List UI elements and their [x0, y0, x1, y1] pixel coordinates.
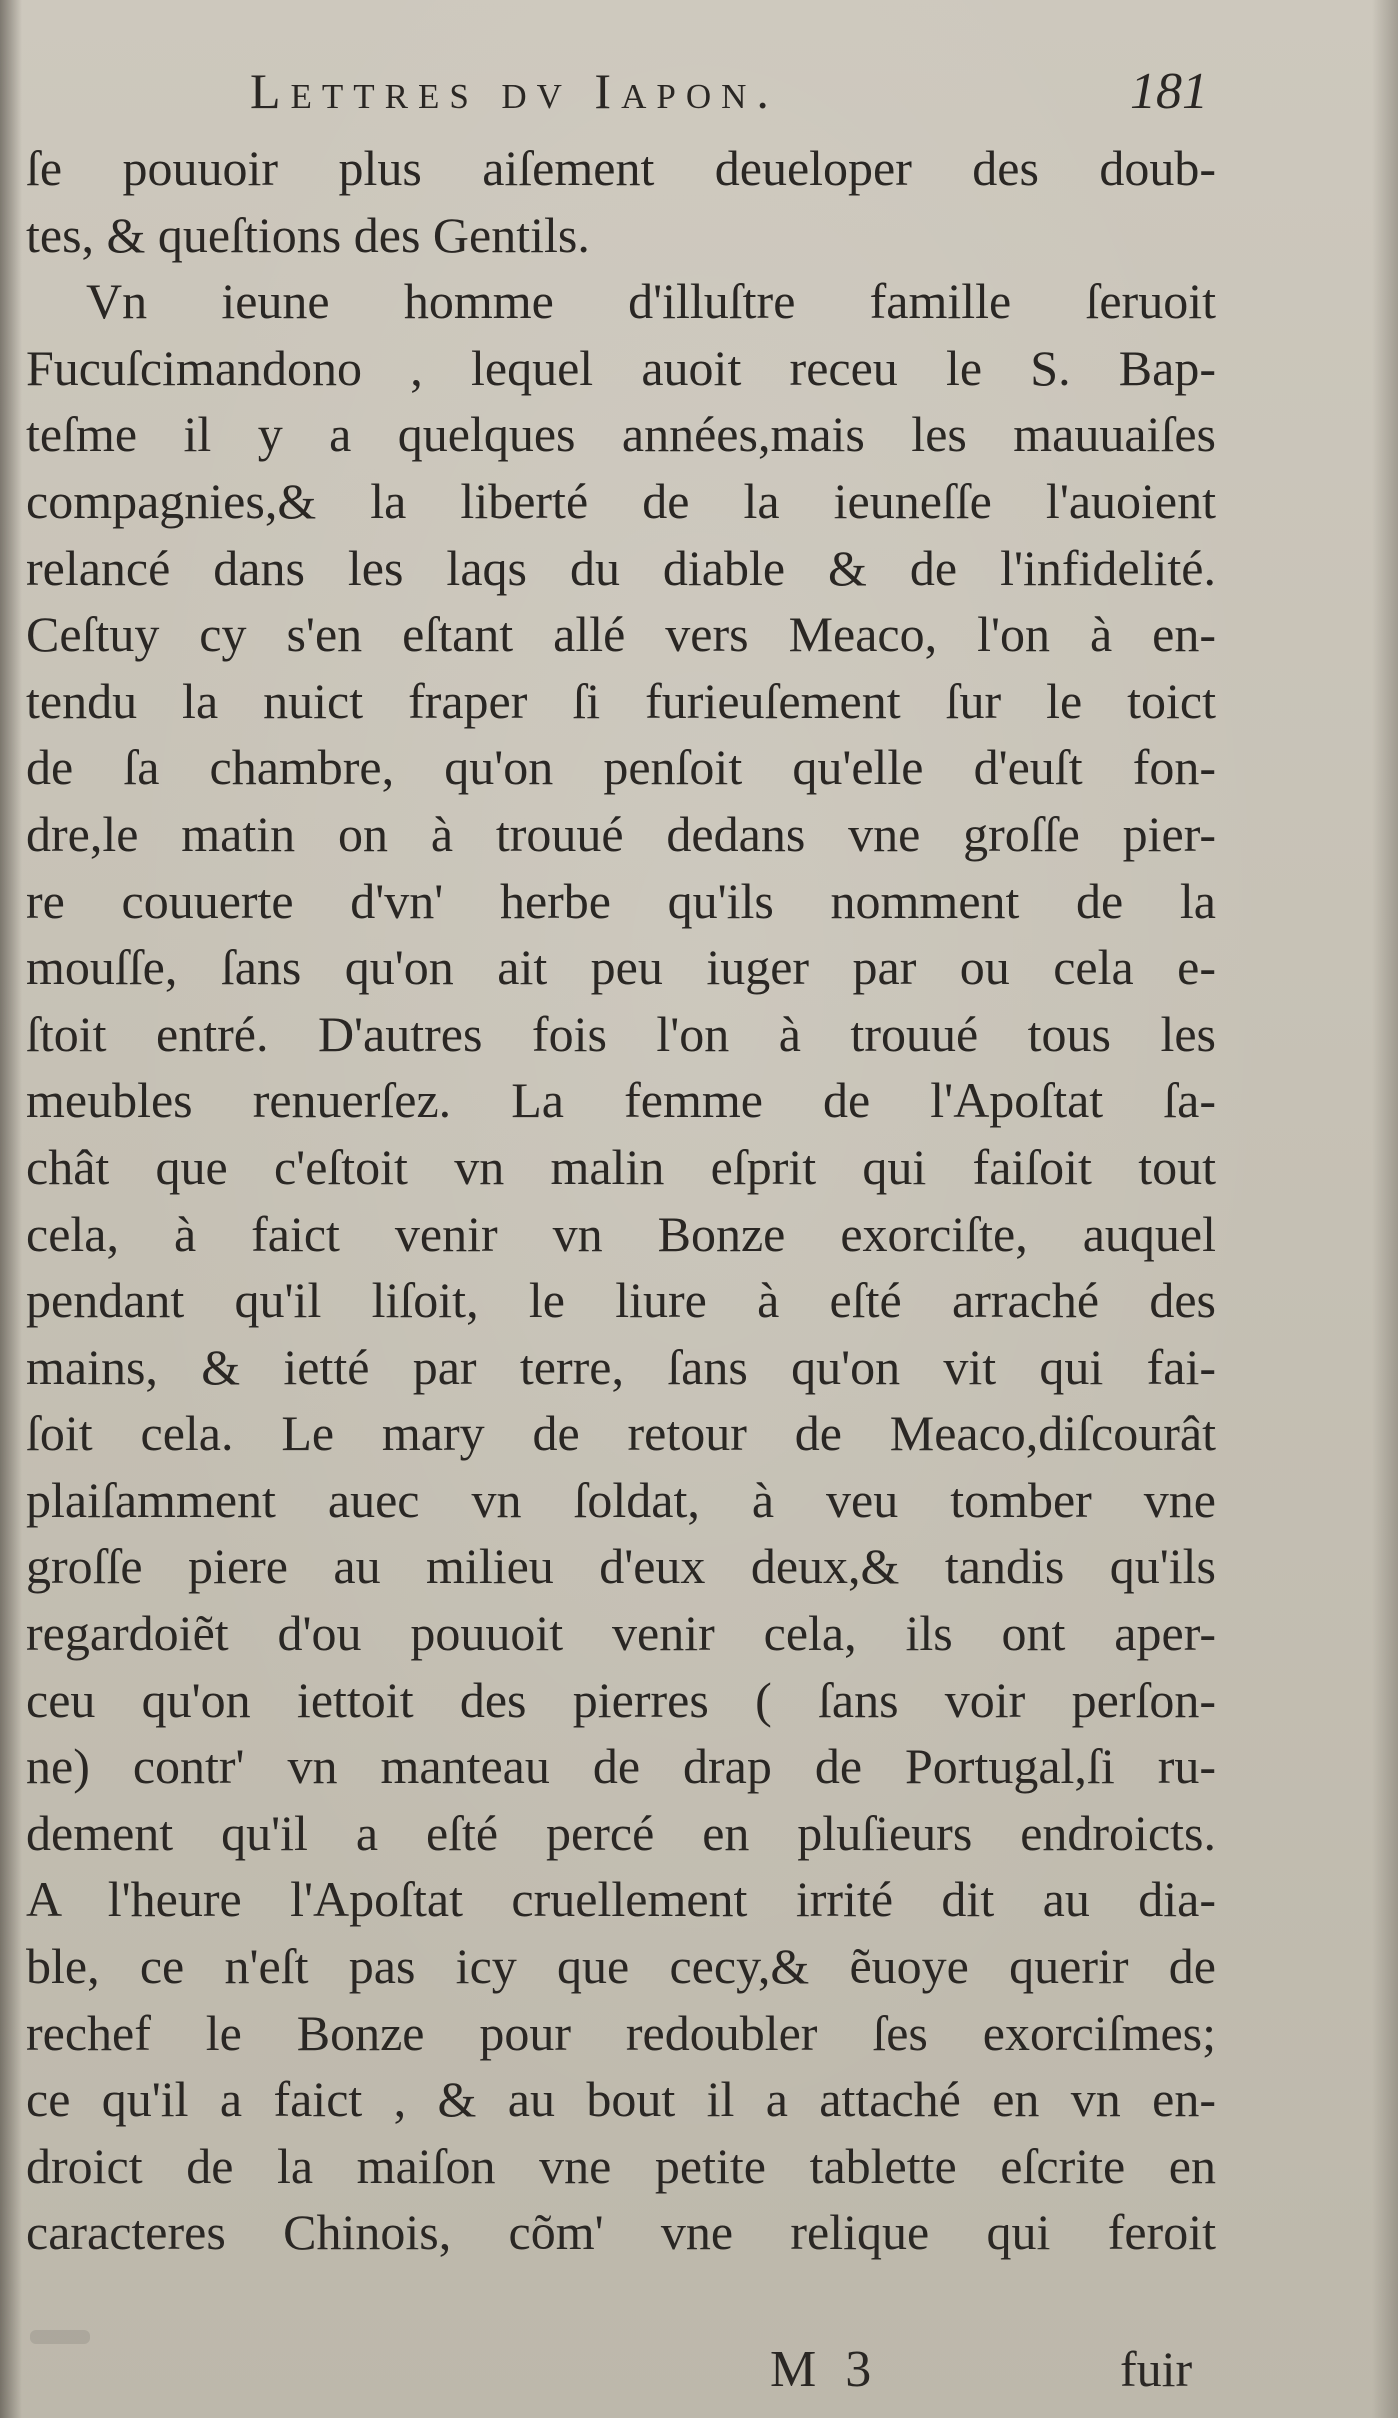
catchword: fuir: [1120, 2341, 1193, 2397]
text-line: dre,le matin on à trouué dedans vne groſſe pier-: [26, 805, 1216, 862]
text-line: ne) contr' vn manteau de drap de Portugal,ſi ru-: [26, 1738, 1216, 1795]
text-line: ceu qu'on iettoit des pierres ( ſans voir perſon-: [26, 1671, 1216, 1728]
text-line: chât que c'eſtoit vn malin eſprit qui faiſoit tout: [26, 1138, 1216, 1195]
text-line: Vn ieune homme d'illuſtre famille ſeruoit: [86, 273, 1216, 330]
text-line: tes, & queſtions des Gentils.: [26, 206, 590, 263]
gutter-shadow: [0, 0, 22, 2418]
text-line: teſme il y a quelques années,mais les mauuaiſes: [26, 406, 1216, 463]
text-line: Ceſtuy cy s'en eſtant allé vers Meaco, l'on à en-: [26, 606, 1216, 663]
text-line: cela, à faict venir vn Bonze exorciſte, auquel: [26, 1205, 1216, 1262]
text-line: re couuerte d'vn' herbe qu'ils nomment de la: [26, 872, 1216, 929]
text-line: Fucuſcimandono , lequel auoit receu le S. Bap-: [26, 339, 1216, 396]
text-line: droict de la maiſon vne petite tablette eſcrite en: [26, 2137, 1216, 2194]
text-line: relancé dans les laqs du diable & de l'infidelité.: [26, 539, 1216, 596]
text-line: plaiſamment auec vn ſoldat, à veu tomber vne: [26, 1471, 1216, 1528]
text-line: pendant qu'il liſoit, le liure à eſté arraché des: [26, 1272, 1216, 1329]
running-title: Lettres dv Iapon.: [250, 63, 779, 119]
page-edge: [1372, 0, 1398, 2418]
text-line: caracteres Chinois, cõm' vne relique qui feroit: [26, 2204, 1216, 2261]
text-line: meubles renuerſez. La femme de l'Apoſtat ſa-: [26, 1072, 1216, 1129]
page-number: 181: [1130, 63, 1208, 120]
text-line: ſe pouuoir plus aiſement deueloper des doub-: [26, 140, 1216, 196]
text-line: ſoit cela. Le mary de retour de Meaco,diſcourât: [26, 1405, 1216, 1462]
text-line: mains, & ietté par terre, ſans qu'on vit qui fai-: [26, 1338, 1216, 1395]
text-line: groſſe piere au milieu d'eux deux,& tandis qu'ils: [26, 1538, 1216, 1595]
text-line: A l'heure l'Apoſtat cruellement irrité dit au dia-: [26, 1871, 1216, 1928]
page-header: [0, 62, 1398, 142]
signature-mark: M 3: [770, 2341, 880, 2398]
text-line: ce qu'il a faict , & au bout il a attaché en vn en-: [26, 2071, 1216, 2128]
page-footer: [0, 2340, 1398, 2410]
text-line: mouſſe, ſans qu'on ait peu iuger par ou cela e-: [26, 939, 1216, 996]
text-line: ſtoit entré. D'autres fois l'on à trouué tous les: [26, 1005, 1216, 1062]
text-line: dement qu'il a eſté percé en pluſieurs endroicts.: [26, 1804, 1216, 1861]
text-line: rechef le Bonze pour redoubler ſes exorciſmes;: [26, 2004, 1216, 2061]
text-line: tendu la nuict fraper ſi furieuſement ſur le toict: [26, 672, 1216, 729]
body-text: [26, 135, 1216, 2266]
text-line: de ſa chambre, qu'on penſoit qu'elle d'euſt fon-: [26, 739, 1216, 796]
text-line: compagnies,& la liberté de la ieuneſſe l'auoient: [26, 472, 1216, 529]
text-line: regardoiẽt d'ou pouuoit venir cela, ils ont aper-: [26, 1605, 1216, 1662]
text-line: ble, ce n'eſt pas icy que cecy,& ẽuoye querir de: [26, 1938, 1216, 1995]
